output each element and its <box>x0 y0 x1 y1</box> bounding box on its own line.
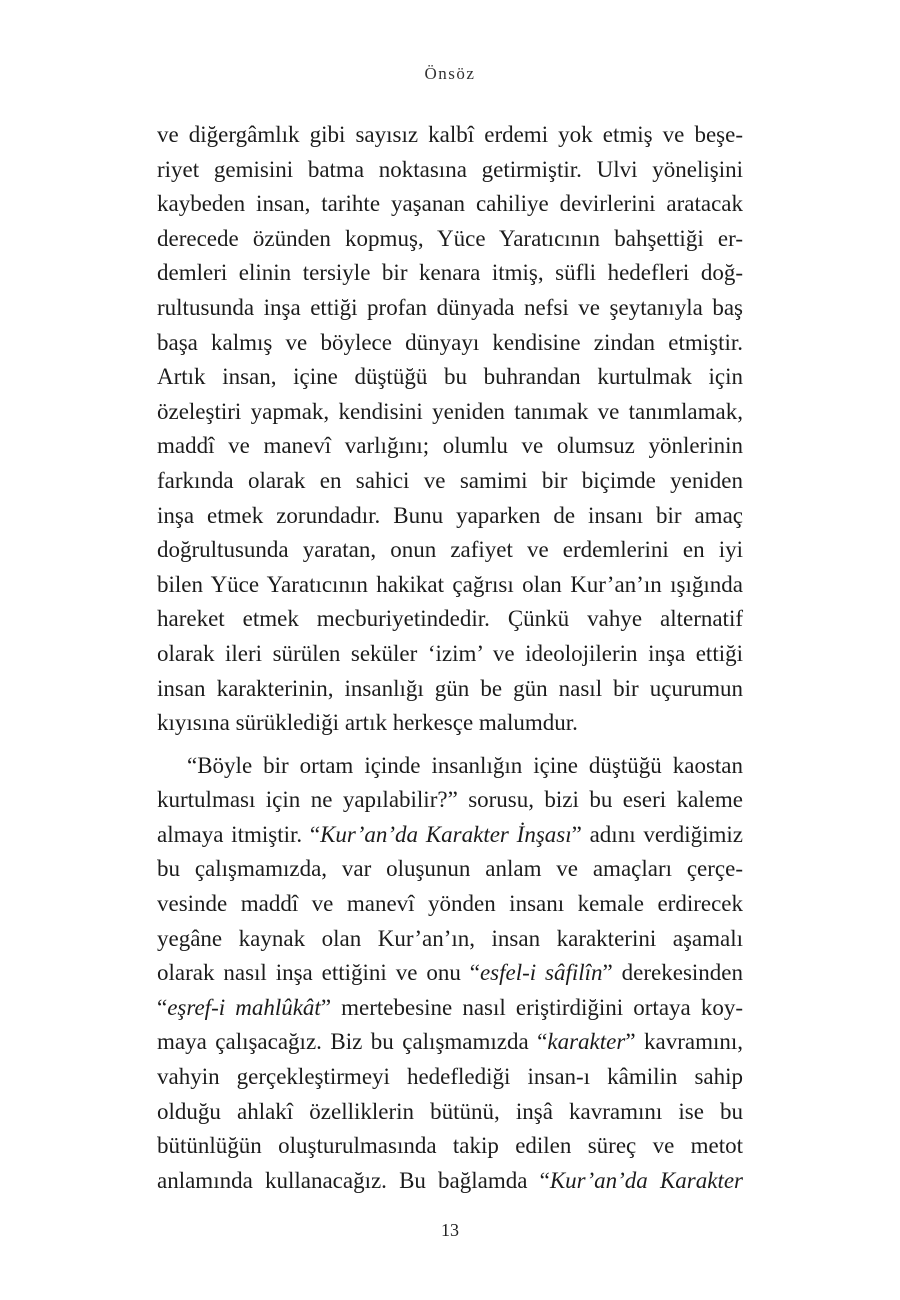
text-segment: inşa etmek zorundadır. Bunu yaparken de insanı bir amaç <box>157 502 743 528</box>
text-line <box>157 326 743 361</box>
text-segment: özeleştiri yapmak, kendisini yeniden tanımak ve tanımlamak, <box>157 398 743 424</box>
text-segment: bütünlüğün oluşturulmasında takip edilen süreç ve metot <box>157 1133 743 1159</box>
text-line <box>157 637 743 672</box>
text-line <box>157 256 743 291</box>
text-segment: anlamında kullanacağız. Bu bağlamda “ <box>157 1167 550 1193</box>
text-segment: bilen Yüce Yaratıcının hakikat çağrısı olan Kur’an’ın ışığında <box>157 571 743 597</box>
text-line <box>157 956 743 991</box>
paragraph <box>157 118 743 741</box>
text-segment: ” kavramını, <box>625 1029 743 1055</box>
text-segment: yegâne kaynak olan Kur’an’ın, insan karakterini aşamalı <box>157 925 743 951</box>
text-line <box>157 1095 743 1130</box>
text-line <box>157 749 743 784</box>
text-line <box>157 602 743 637</box>
text-segment: ” adını verdiğimiz <box>571 821 743 847</box>
text-line <box>157 1025 743 1060</box>
text-segment: maddî ve manevî varlığını; olumlu ve olumsuz yönlerinin <box>157 433 743 459</box>
text-line <box>157 1060 743 1095</box>
text-segment: riyet gemisini batma noktasına getirmiştir. Ulvi yönelişini <box>157 156 743 182</box>
text-line <box>157 291 743 326</box>
italic-segment: eşref-i mahlûkât <box>167 994 321 1020</box>
italic-segment: karakter <box>547 1029 626 1055</box>
text-line <box>157 118 743 153</box>
text-line <box>157 783 743 818</box>
text-segment: vesinde maddî ve manevî yönden insanı kemale erdirecek <box>157 891 743 917</box>
text-line <box>157 360 743 395</box>
text-line <box>157 1129 743 1164</box>
text-line <box>157 991 743 1026</box>
text-line <box>157 499 743 534</box>
paragraph <box>157 749 743 1199</box>
running-head: Önsöz <box>424 64 476 83</box>
text-segment: almaya itmiştir. “ <box>157 821 321 847</box>
text-segment: Artık insan, içine düştüğü bu buhrandan kurtulmak için <box>157 364 743 390</box>
text-line <box>157 706 743 741</box>
text-segment: olduğu ahlakî özelliklerin bütünü, inşâ kavramını ise bu <box>157 1098 743 1124</box>
text-line <box>157 818 743 853</box>
text-segment: bu çalışmamızda, var oluşunun anlam ve amaçları çerçe- <box>157 856 743 882</box>
text-segment: insan karakterinin, insanlığı gün be gün nasıl bir uçurumun <box>157 675 743 701</box>
text-line <box>157 395 743 430</box>
text-segment: demleri elinin tersiyle bir kenara itmiş, süfli hedefleri doğ- <box>157 260 743 286</box>
text-segment: doğrultusunda yaratan, onun zafiyet ve erdemlerini en iyi <box>157 537 743 563</box>
page-number: 13 <box>441 1220 459 1240</box>
text-segment: farkında olarak en sahici ve samimi bir biçimde yeniden <box>157 467 743 493</box>
italic-segment: esfel-i sâfilîn <box>479 960 603 986</box>
text-segment: kıyısına sürüklediği artık herkesçe malumdur. <box>157 710 578 736</box>
text-line <box>157 922 743 957</box>
text-line <box>157 153 743 188</box>
text-segment: derecede özünden kopmuş, Yüce Yaratıcının bahşettiği er- <box>157 225 743 251</box>
text-segment: “Böyle bir ortam içinde insanlığın içine düştüğü kaostan <box>187 752 743 778</box>
italic-segment: Kur’an’da Karakter <box>549 1167 743 1193</box>
text-segment: ” mertebesine nasıl eriştirdiğini ortaya koy- <box>320 994 743 1020</box>
text-segment: ve diğergâmlık gibi sayısız kalbî erdemi yok etmiş ve beşe- <box>157 122 743 147</box>
text-segment: “ <box>157 994 168 1020</box>
text-line <box>157 187 743 222</box>
text-segment: maya çalışacağız. Biz bu çalışmamızda “ <box>157 1029 548 1055</box>
text-line <box>157 464 743 499</box>
text-segment: olarak nasıl inşa ettiğini ve onu “ <box>157 960 480 986</box>
text-segment: kaybeden insan, tarihte yaşanan cahiliye devirlerini aratacak <box>157 191 743 217</box>
text-segment: hareket etmek mecburiyetindedir. Çünkü vahye alternatif <box>157 606 743 632</box>
text-line <box>157 222 743 257</box>
text-segment: olarak ileri sürülen seküler ‘izim’ ve ideolojilerin inşa ettiği <box>157 640 743 666</box>
text-segment: ” derekesinden <box>602 960 743 986</box>
text-segment: kurtulması için ne yapılabilir?” sorusu, bizi bu eseri kaleme <box>157 787 743 813</box>
text-line <box>157 429 743 464</box>
body-text <box>157 118 743 1198</box>
text-line <box>157 672 743 707</box>
text-segment: başa kalmış ve böylece dünyayı kendisine zindan etmiştir. <box>157 329 743 355</box>
text-line <box>157 852 743 887</box>
text-segment: rultusunda inşa ettiği profan dünyada nefsi ve şeytanıyla baş <box>157 294 743 320</box>
text-line <box>157 568 743 603</box>
paragraph-gap <box>157 741 743 749</box>
text-line <box>157 1164 743 1199</box>
italic-segment: Kur’an’da Karakter İnşası <box>320 821 572 847</box>
text-line <box>157 887 743 922</box>
text-segment: vahyin gerçekleştirmeyi hedeflediği insan-ı kâmilin sahip <box>157 1064 743 1090</box>
text-line <box>157 533 743 568</box>
